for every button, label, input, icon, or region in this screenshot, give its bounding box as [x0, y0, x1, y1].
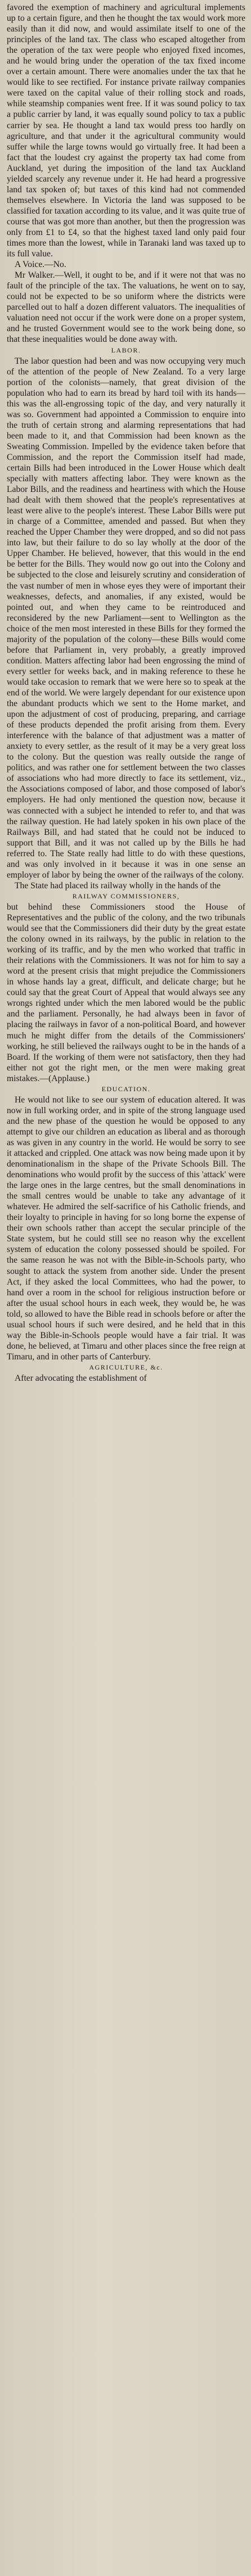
article-paragraph: He would not like to see our system of education altered. It was now in full working order, and in spite of the strong language used and the new phase of the question he would be opposed to any attempt to give our children an education as liberal and as thorough as was given in any country in the world. He would be sorry to see it attacked and crippled. One attack was now being made upon it by denominationalism in the shape of the Private Schools Bill. The denominations who would profit by the success of this 'attack' were the large ones in the large centres, but the small denominations in the small centres would be unable to take any advantage of it whatever. He admired the self-sacrifice of his Catholic friends, and their loyalty to principle in having for so long borne the expense of their own schools rather than accept the secular principle of the State system, but he could still see no reason why the excellent system of education the colony possessed should be spoiled. For the same reason he was not with the Bible-in-Schools party, who sought to attack the system from another side. Under the present Act, if they asked the local Committees, who had the power, to hand over a room in the school for religious instruction before or after the usual school hours in each week, they would be, he was told, so allowed to have the Bible read in schools before or after the usual school hours if such were desired, and he held that in this way the Bible-in-Schools people would have a fair trial. It was done, he believed, at Timaru and other places since the free reign at Timaru, and in other parts of Canterbury.	[7, 1095, 245, 1362]
article-paragraph: After advocating the establishment of	[15, 1373, 147, 1383]
article-paragraph: favored the exemption of machinery and agricultural implements up to a certain figure, and then he thought the tax would work more easily than it did now, and would assimilate itself to one of the principles of the land tax. The class who escaped altogether from the operation of the tax were people who enjoyed fixed incomes, and he would bring under the operation of the tax fixed income over a certain amount. There were anomalies under the tax that he would like to see rectified. For instance private railway companies were taxed on the capital value of their rolling stock and roads, while steamship companies went free. If it was sound policy to tax a public carrier by land, it was equally sound policy to tax a public carrier by sea. He thought a land tax would press too hardly on agriculture, and that under it the agricultural community would suffer while the large towns would go virtually free. It had been a fact that the loudest cry against the property tax had come from Auckland, yet during the imposition of the land tax Auckland yielded scarcely any revenue under it. He had heard a progressive land tax spoken of; but taxes of this kind had not commended themselves elsewhere. In Victoria the land was supposed to be classified for taxation according to its value, and it was quite true of course that was got more than another, but then the progression was only from £1 to £4, so that the highest taxed land only paid four times more than the lowest, while in Taranaki land was taxed up to its full value.	[7, 3, 245, 259]
section-heading: EDUCATION.	[101, 1084, 151, 1093]
article-paragraph: but behind these Commissioners stood the House of Representatives and the public of the colony, and the two tribunals would see that the Commissioners did their duty by the great estate the colony owned in its railways, by the public in relation to the working of its traffic, and by the men who worked that traffic in their relations with the Commissioners. It was not for him to say a word at the present crisis that might prejudice the Commissioners in whose hands lay a great, difficult, and delicate charge; but he could say that the great Court of Appeal that would always see any wrongs righted under which the men labored would be the public and the parliament. Personally, he had always been in favor of placing the railways in favor of a non-political Board, and however much he might differ from the details of the Commissioners' working, he still believed the railways ought to be in the hands of a Board. If the working of them were not satisfactory, then they had either not got the right men, or the men were making great mistakes.—(Applause.)	[7, 902, 245, 1083]
article-paragraph: The State had placed its railway wholly in the hands of the	[15, 880, 221, 891]
article-paragraph: Mr Walker.—Well, it ought to be, and if it were not that was no fault of the principle of the tax. The valuations, he went on to say, could not be expected to be so uniform where the districts were parcelled out to half a dozen different valuators. The inequalities of valuation need not occur if the work were done on a proper system, and he trusted Government would see to the work being done, so that these inequalities would be done away with.	[7, 270, 245, 345]
article-paragraph: The labor question had been and was now occupying very much of the attention of the people of New Zealand. To a very large portion of the colonists—namely, that great division of the population who had to earn its bread by hard toil with its hands—this was the all-engrossing topic of the day, and very naturally it was so. Government had appointed a Commission to enquire into the truth of certain strong and alarming representations that had been made to it, and that Commission had been known as the Sweating Commission. Impelled by the evidence taken before that Commission, and the report the Commission itself had made, certain Bills had been introduced in the Lower House which dealt specially with matters affecting labor. They were known as the Labor Bills, and the readiness and heartiness with which the House had dealt with them showed that the people's representatives at least were alive to the people's interest. These Labor Bills were put in charge of a Committee, amended and passed. But when they reached the Upper Chamber they were dropped, and so did not pass into law, but their failure to do so lay wholly at the door of the Upper Chamber. He believed, however, that this would in the end be better for the Bills. They would now go out into the Colony and be subjected to the close and leisurely scrutiny and consideration of the vast number of men in whose eyes they were of important their weaknesses, defects, and anomalies, if any existed, would be pointed out, and when they came to be reintroduced and reconsidered by the new Parliament—sent to Wellington as the choice of the men most interested in these Bills for they formed the majority of the population of the colony—these Bills would come before that Parliament in, very probably, a greatly improved condition. Matters affecting labor had been engrossing the mind of every settler for weeks back, and in making reference to these he would take occasion to remark that we were here so to speak at the end of the world. We were largely dependant for our existence upon the abundant products which we sent to the Home market, and upon the adjustment of cost of producing, preparing, and carriage of these products depended the profit arising from them. Every interference with the balance of that adjustment was a matter of anxiety to every settler, as the result of it may be a very great loss to the colony. But the question was really outside the range of politics, and was rather one for settlement between the two classes of associations who had more directly to face its settlement, viz., the Associations composed of labor, and those composed of labor's employers. He had only mentioned the question now, because it was connected with a subject he intended to refer to, and that was the railway question. He had lately spoken in his own place of the Railways Bill, and had stated that he could not be induced to support that Bill, and it was not called up by the Bills he had referred to. The State really had little to do with these questions, and was only involved in it because it was in one sense an employer of labor by being the owner of the railways of the colony.	[7, 356, 245, 880]
section-heading: RAILWAY COMMISSIONERS,	[72, 892, 180, 900]
article-column	[7, 2, 245, 1384]
section-heading: LABOR.	[111, 346, 141, 354]
section-heading: AGRICULTURE, &c.	[89, 1363, 163, 1371]
interjection: A Voice.—No.	[15, 260, 66, 270]
